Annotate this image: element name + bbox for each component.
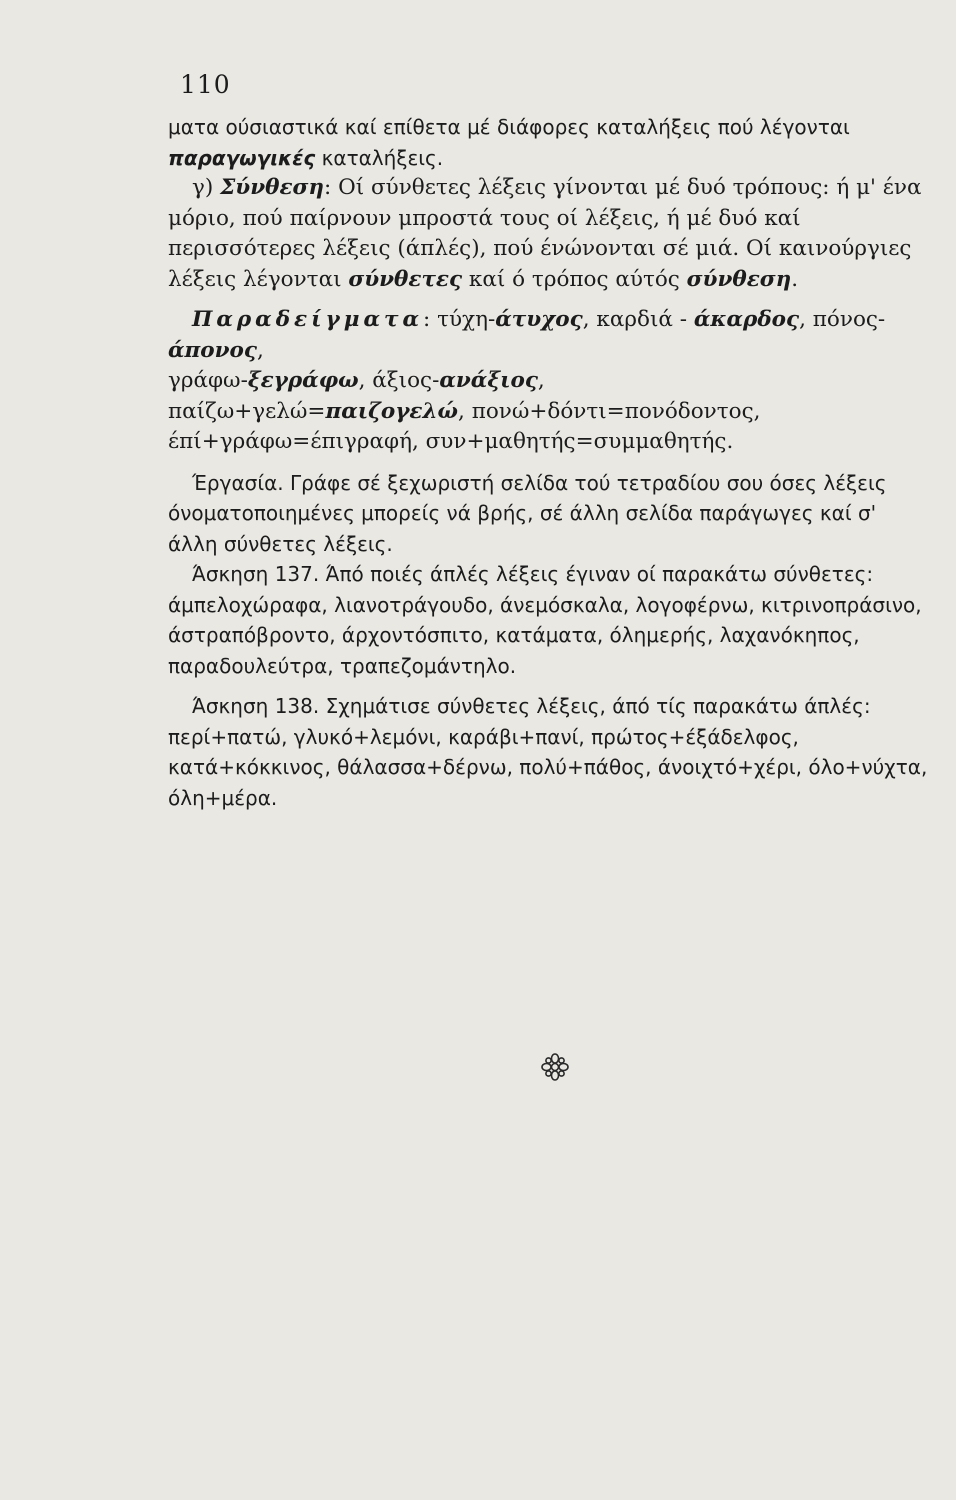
example-bold: άτυχος	[495, 307, 583, 332]
exercise-text: . Άπό ποιές άπλές λέξεις έγιναν οί παρακάτω σύνθετες: άμπελοχώραφα, λιανοτράγουδο, άνεμόσκαλα, λογοφέρνω, κιτρινοπράσινο, άστραπόβροντο, άρχοντόσπιτο, κατάματα, όλημερής, λαχανόκηπος, παραδουλεύτρα, τραπεζομάντηλο.	[168, 562, 922, 678]
paragraph-text: ματα ούσιαστικά καί επίθετα μέ διάφορες καταλήξεις πού λέγονται	[168, 115, 850, 139]
example-text: , άξιος-	[358, 368, 440, 393]
example-bold: ανάξιος	[439, 368, 538, 393]
exercise-label: Άσκηση 138	[192, 694, 313, 718]
bold-term: παραγωγικές	[168, 145, 316, 170]
example-bold: άκαρδος	[693, 307, 800, 332]
paragraph-text: καταλήξεις.	[315, 145, 444, 170]
exercise-137	[168, 559, 928, 681]
page-number: 110	[180, 70, 231, 99]
example-text: ,	[256, 337, 264, 363]
example-bold: άπονος	[168, 337, 257, 363]
example-text: παίζω+γελώ=	[168, 398, 326, 424]
example-text: γράφω-	[168, 368, 248, 393]
example-text: ,	[537, 368, 545, 393]
exercise-label: Άσκηση 137	[192, 562, 313, 586]
paragraph-text: .	[791, 266, 799, 292]
example-bold: ξεγράφω	[247, 368, 359, 393]
task-label: Έργασία	[192, 470, 278, 495]
examples-line-3	[168, 397, 928, 428]
flower-ornament-icon	[540, 1052, 570, 1082]
page-text	[168, 112, 928, 813]
example-text: , πονώ+δόντι=πονόδοντος,	[458, 398, 761, 424]
examples-line-1	[168, 305, 928, 366]
paragraph-compound	[168, 173, 928, 295]
paragraph-text: καί ό τρόπος αύτός	[462, 266, 687, 292]
examples-heading: Παραδείγματα	[192, 307, 424, 332]
examples-line-4: έπί+γράφω=έπιγραφή, συν+μαθητής=συμμαθητής.	[168, 429, 734, 454]
task-text: . Γράφε σέ ξεχωριστή σελίδα τού τετραδίου σου όσες λέξεις όνοματοποιημένες μπορείς νά βρής, σέ άλλη σελίδα παράγωγες καί σ' άλλη σύνθετες λέξεις.	[168, 470, 887, 556]
bold-term: σύνθεση	[686, 266, 792, 292]
section-label: γ)	[192, 175, 221, 200]
bold-term: σύνθετες	[348, 266, 463, 292]
exercise-text: . Σχημάτισε σύνθετες λέξεις, άπό τίς παρακάτω άπλές: περί+πατώ, γλυκό+λεμόνι, καράβι+πανί, πρώτος+έξάδελφος, κατά+κόκκινος, θάλασσα+δέρνω, πολύ+πάθος, άνοιχτό+χέρι, όλο+νύχτα, όλη+μέρα.	[168, 694, 928, 810]
paragraph-text: : Οί σύνθετες λέξεις γίνονται μέ δυό τρόπους: ή μ' ένα μόριο, πού παίρνουν μπροστά τους οί λέξεις, ή μέ δυό καί περισσότερες λέξεις (άπλές), πού ένώνονται σέ μιά. Οί καινούργιες λέξεις λέγονται	[168, 175, 922, 292]
task-paragraph	[168, 468, 928, 560]
examples-line-2	[168, 366, 928, 397]
example-bold: παιζογελώ	[325, 398, 459, 424]
example-text: , πόνος-	[799, 307, 886, 332]
exercise-138	[168, 691, 928, 813]
paragraph-suffixes	[168, 112, 928, 173]
example-text: : τύχη-	[423, 307, 496, 332]
example-text: , καρδιά -	[582, 307, 694, 332]
section-term: Σύνθεση	[220, 175, 325, 200]
